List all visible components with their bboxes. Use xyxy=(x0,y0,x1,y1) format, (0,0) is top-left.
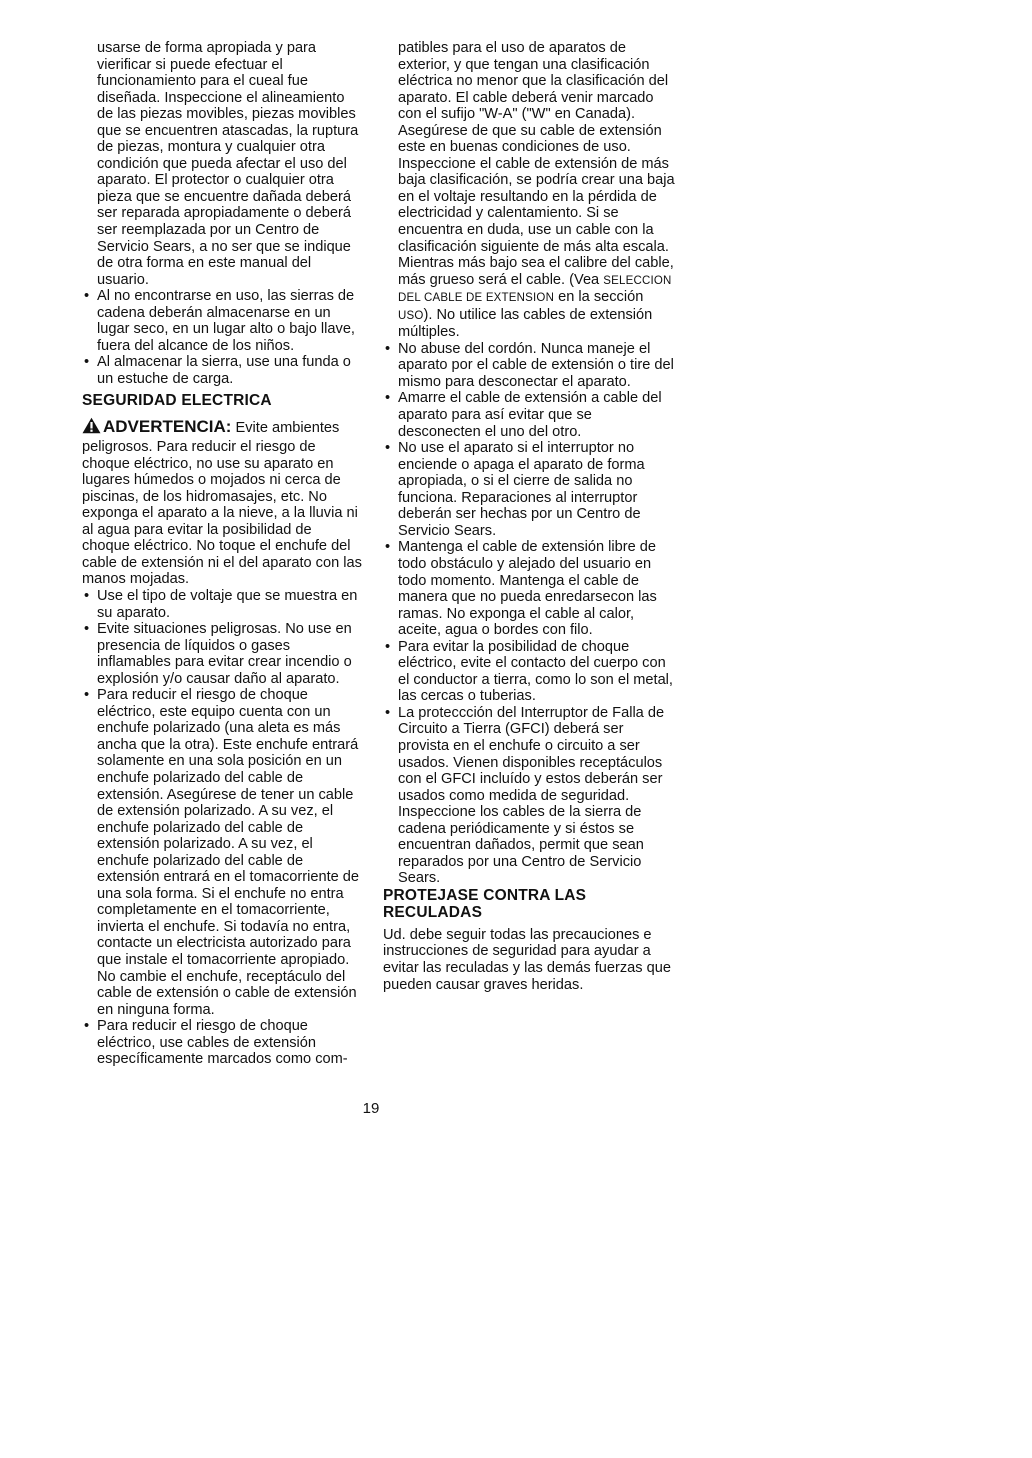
continuation-text: patibles para el uso de aparatos de exterior, y que tengan una clasificación eléctrica no menor que la clasificación del aparato. El cable deberá venir marcado con el sufijo "W-A" ("W" en Canada). Asegúrese de que su cable de extensión este en buenas condiciones de uso. Inspeccione el cable de extensión de más baja clasificación, se podría crear una baja en el voltaje resultando en la pérdida de electricidad y calentamiento. Si se encuentra en duda, use un cable con la clasificación siguiente de más alta escala. Mientras más bajo sea el calibre del cable, más grueso será el cable. (Vea xyxy=(398,40,675,288)
list-item: • No abuse del cordón. Nunca maneje el aparato por el cable de extensión o tire del mismo para desconectar el aparato. xyxy=(383,341,675,391)
list-item: • Mantenga el cable de extensión libre de todo obstáculo y alejado del usuario en todo momento. Mantenga el cable de manera que no pueda enredarsecon las ramas. No exponga el cable al calor, aceite, agua o bordes con filo. xyxy=(383,539,675,638)
storage-bullet-list xyxy=(82,288,362,387)
list-item: • Al no encontrarse en uso, las sierras de cadena deberán almacenarse en un lugar seco, en un lugar alto o bajo llave, fuera del alcance de los niños. xyxy=(82,288,362,354)
continuation-text: en la sección xyxy=(558,289,644,306)
list-item: • Para reducir el riesgo de choque eléctrico, use cables de extensión específicamente marcados como com- xyxy=(82,1018,362,1068)
cord-safety-bullet-list xyxy=(383,341,675,887)
section-reference-extension-cable: SELECCION DEL CABLE DE EXTENSION xyxy=(398,274,672,305)
list-item: • No use el aparato si el interruptor no enciende o apaga el aparato de forma apropiada, o si el cierre de salida no funciona. Reparaciones al interruptor deberán ser hechas por un Centro de Servicio Sears. xyxy=(383,440,675,539)
list-item: • Evite situaciones peligrosas. No use en presencia de líquidos o gases inflamables para evitar crear incendio o explosión y/o causar daño al aparato. xyxy=(82,621,362,687)
list-item: • Al almacenar la sierra, use una funda o un estuche de carga. xyxy=(82,354,362,387)
list-item: • Para reducir el riesgo de choque eléctrico, este equipo cuenta con un enchufe polarizado (una aleta es más ancha que la otra). Este enchufe entrará solamente en una sola posición en un enchufe polarizado del cable de extensión. Asegúrese de tener un cable de extensión polarizado. A su vez, el enchufe polarizado del cable de extensión polarizado. A su vez, el enchufe polarizado del cable de extensión entrará en el tomacorriente de una sola forma. Si el enchufe no entra completamente en el tomacorriente, invierta el enchufe. Si todavía no entra, contacte un electricista autorizado para que instale el tomacorriente apropiado. No cambie el enchufe, receptáculo del cable de extensión o cable de extensión en ninguna forma. xyxy=(82,687,362,1018)
right-continuation-paragraph xyxy=(383,40,675,341)
continuation-text: ). No utilice las cables de extensión múltiples. xyxy=(398,306,653,341)
warning-paragraph xyxy=(82,417,362,587)
list-item: • La proteccción del Interruptor de Falla de Circuito a Tierra (GFCI) deberá ser provista en el enchufe o circuito a ser usados. Vienen disponibles receptáculos con el GFCI incluído y estos deberán ser usados como medida de seguridad. Inspeccione los cables de la sierra de cadena periódicamente y si éstos se encuentran dañados, permit que sean reparados por una Centro de Servicio Sears. xyxy=(383,705,675,887)
electrical-bullet-list xyxy=(82,588,362,1068)
warning-label: ADVERTENCIA: xyxy=(103,417,232,437)
section-heading-electrical-safety: SEGURIDAD ELECTRICA xyxy=(82,392,272,410)
page-number: 19 xyxy=(362,1100,380,1117)
warning-text: Evite ambientes peligrosos. Para reducir el riesgo de choque eléctrico, no use su aparato en lugares húmedos o mojados ni cerca de piscinas, de los hidromasajes, etc. No exponga el aparato a la nieve, a la lluvia ni al agua para evitar la posibilidad de choque eléctrico. No toque el enchufe del cable de extensión ni el del aparato con las manos mojadas. xyxy=(82,420,362,588)
kickback-paragraph: Ud. debe seguir todas las precauciones e instrucciones de seguridad para ayudar a evitar las reculadas y las demás fuerzas que pueden causar graves heridas. xyxy=(383,926,671,993)
left-column xyxy=(82,40,362,1068)
left-continuation-paragraph: usarse de forma apropiada y para vierificar si puede efectuar el funcionamiento para el cueal fue diseñada. Inspeccione el alineamiento de las piezas movibles, piezas movibles que se encuentren atascadas, la ruptura de piezas, montura y cualquier otra condición que pueda afectar el uso del aparato. El protector o cualquier otra pieza que se encuentre dañada deberá ser reparada apropiadamente o deberá ser reemplazada por un Centro de Servicio Sears, a no ser que se indique de otra forma en este manual del usuario. xyxy=(97,40,359,288)
list-item: • Amarre el cable de extensión a cable del aparato para así evitar que se desconecten el uno del otro. xyxy=(383,390,675,440)
section-reference-use: USO xyxy=(398,309,424,322)
section-heading-kickback: PROTEJASE CONTRA LAS RECULADAS xyxy=(383,886,587,921)
list-item: • Para evitar la posibilidad de choque eléctrico, evite el contacto del cuerpo con el conductor a tierra, como lo son el metal, las cercas o tuberias. xyxy=(383,639,675,705)
right-column xyxy=(383,40,675,993)
list-item: • Use el tipo de voltaje que se muestra en su aparato. xyxy=(82,588,362,621)
warning-triangle-icon xyxy=(82,417,101,439)
